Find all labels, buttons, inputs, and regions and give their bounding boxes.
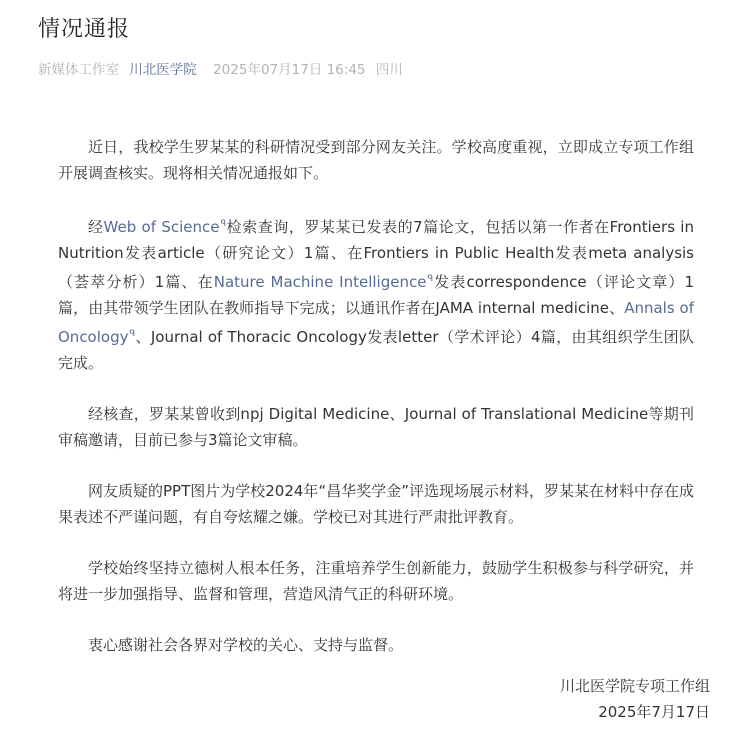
meta-location: 四川 [375,62,403,78]
text-segment: 发表correspondence（评论文章）1篇，由其带领学生团队在教师指导下完成；以通讯作者在JAMA internal medicine、 [58,273,695,317]
account-name-link[interactable]: 川北医学院 [129,62,197,78]
paragraph-publications [58,211,694,376]
page-title: 情况通报 [38,17,131,42]
signature-date: 2025年7月17日 [598,703,710,721]
text-segment: 、Journal of Thoracic Oncology发表letter（学术评论）4篇，由其组织学生团队完成。 [58,328,694,372]
search-icon[interactable]: ᑫ [427,274,434,284]
nature-machine-intelligence-link[interactable]: Nature Machine Intelligence [213,273,427,291]
annals-of-oncology-link[interactable]: Annals of Oncology [58,299,694,346]
article-body [58,134,694,683]
paragraph-review: 经核查，罗某某曾收到npj Digital Medicine、Journal of Translational Medicine等期刊审稿邀请，目前已参与3篇论文审稿。 [58,405,694,449]
paragraph-thanks: 衷心感谢社会各界对学校的关心、支持与监督。 [88,636,404,654]
web-of-science-link[interactable]: Web of Science [103,218,220,236]
paragraph-commitment: 学校始终坚持立德树人根本任务，注重培养学生创新能力，鼓励学生积极参与科学研究，并将进一步加强指导、监督和管理，营造风清气正的科研环境。 [58,559,694,603]
article-meta [38,58,403,78]
meta-datetime: 2025年07月17日 16:45 [213,62,366,78]
text-segment: 经 [88,218,104,236]
search-icon[interactable]: ᑫ [220,219,227,229]
paragraph-ppt: 网友质疑的PPT图片为学校2024年“昌华奖学金”评选现场展示材料，罗某某在材料中存在成果表述不严谨问题，有自夸炫耀之嫌。学校已对其进行严肃批评教育。 [58,482,694,526]
search-icon[interactable]: ᑫ [129,329,136,339]
signature-block [560,673,710,725]
meta-source: 新媒体工作室 [38,62,119,78]
paragraph-intro: 近日，我校学生罗某某的科研情况受到部分网友关注。学校高度重视，立即成立专项工作组开展调查核实。现将相关情况通报如下。 [58,138,694,182]
text-segment: 检索查询，罗某某已发表的7篇论文，包括以第一作者在Frontiers in Nutrition发表article（研究论文）1篇、在Frontiers in Public Health发表meta analysis（荟萃分析）1篇、在 [58,218,694,291]
signature-org: 川北医学院专项工作组 [559,677,710,695]
